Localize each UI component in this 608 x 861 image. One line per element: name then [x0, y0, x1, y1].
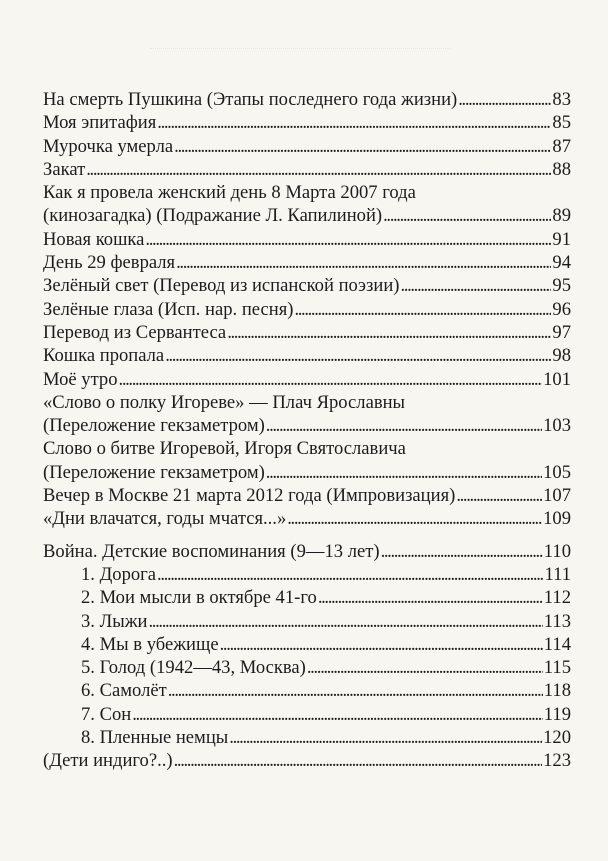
- dot-leader: [400, 274, 551, 297]
- toc-entry-title-line1: Слово о битве Игоревой, Игоря Святославича: [43, 438, 406, 460]
- dot-leader: [227, 321, 551, 344]
- dot-leader: [119, 368, 543, 391]
- toc-entry-title: Моя эпитафия: [43, 112, 157, 134]
- dot-leader: [287, 507, 542, 530]
- toc-entry: [43, 679, 571, 702]
- toc-entry-title: 5. Голод (1942—43, Москва): [81, 657, 306, 679]
- dot-leader: [149, 610, 543, 633]
- toc-entry-title: (Переложение гекзаметром): [43, 461, 265, 483]
- toc-entry: [43, 251, 571, 274]
- toc-entry: [43, 703, 571, 726]
- toc-page-number: 97: [552, 321, 571, 343]
- toc-entry-title: День 29 февраля: [43, 252, 176, 274]
- toc-page-number: 98: [552, 345, 571, 367]
- toc-page-number: 118: [543, 680, 571, 702]
- toc-entry-title: «Дни влачатся, годы мчатся...»: [43, 508, 287, 530]
- toc-entry: [43, 391, 571, 438]
- dot-leader: [157, 563, 543, 586]
- toc-entry: [43, 88, 571, 111]
- toc-page-number: 103: [543, 415, 571, 437]
- toc-page-number: 94: [552, 252, 571, 274]
- dot-leader: [174, 749, 543, 772]
- toc-entry-title: Новая кошка: [43, 228, 145, 250]
- toc-page-number: 85: [552, 112, 571, 134]
- toc-entry-title: 2. Мои мысли в октябре 41-го: [81, 587, 317, 609]
- toc-entry-title-line1: Как я провела женский день 8 Марта 2007 года: [43, 182, 416, 204]
- toc-entry-title: (Дети индиго?..): [43, 750, 173, 772]
- toc-entry-title: Кошка пропала: [43, 345, 165, 367]
- toc-entry: [43, 540, 571, 563]
- toc-entry: [43, 158, 571, 181]
- toc-page-number: 95: [552, 275, 571, 297]
- toc-entry-title: 7. Сон: [81, 703, 132, 725]
- toc-page-number: 115: [543, 657, 571, 679]
- dot-leader: [383, 204, 551, 227]
- toc-entry: [43, 298, 571, 321]
- toc-entry: [43, 726, 571, 749]
- dot-leader: [165, 344, 551, 367]
- toc-entry-title: Перевод из Сервантеса: [43, 321, 227, 343]
- toc-entry-title: Зелёный свет (Перевод из испанской поэзии): [43, 275, 400, 297]
- toc-page-number: 101: [543, 368, 571, 390]
- toc-entry-title: Моё утро: [43, 368, 118, 390]
- toc-entry-title: (кинозагадка) (Подражание Л. Капилиной): [43, 205, 383, 227]
- toc-entry: [43, 749, 571, 772]
- toc-entry-title: 6. Самолёт: [81, 680, 167, 702]
- toc-page-number: 120: [543, 727, 571, 749]
- faint-header-rule: [150, 48, 450, 49]
- dot-leader: [294, 298, 551, 321]
- toc-page-number: 107: [543, 485, 571, 507]
- toc-entry: [43, 633, 571, 656]
- toc-entry: [43, 610, 571, 633]
- dot-leader: [176, 251, 551, 274]
- toc-page-number: 109: [543, 508, 571, 530]
- toc-page-number: 91: [552, 228, 571, 250]
- toc-entry-title: Закат: [43, 158, 86, 180]
- toc-entry: [43, 181, 571, 228]
- toc-entry: [43, 484, 571, 507]
- toc-entry-title: Война. Детские воспоминания (9—13 лет): [43, 540, 380, 562]
- toc-page-number: 87: [552, 135, 571, 157]
- dot-leader: [86, 158, 551, 181]
- toc-page-number: 123: [543, 750, 571, 772]
- toc-entry: [43, 563, 571, 586]
- toc-page-number: 89: [552, 205, 571, 227]
- toc-entry-title: Зелёные глаза (Исп. нар. песня): [43, 298, 294, 320]
- dot-leader: [266, 461, 542, 484]
- dot-leader: [307, 656, 543, 679]
- toc-entry: [43, 586, 571, 609]
- toc-entry: [43, 274, 571, 297]
- table-of-contents: [43, 88, 571, 773]
- toc-entry: [43, 111, 571, 134]
- dot-leader: [174, 135, 551, 158]
- dot-leader: [381, 540, 543, 563]
- toc-entry: [43, 656, 571, 679]
- toc-entry: [43, 321, 571, 344]
- dot-leader: [456, 484, 542, 507]
- toc-entry-title: 1. Дорога: [81, 563, 157, 585]
- dot-leader: [157, 111, 551, 134]
- toc-page-number: 96: [552, 298, 571, 320]
- dot-leader: [145, 228, 551, 251]
- toc-page-number: 119: [543, 703, 571, 725]
- dot-leader: [458, 88, 551, 111]
- toc-page-number: 110: [543, 540, 571, 562]
- toc-entry: [43, 368, 571, 391]
- toc-entry: [43, 135, 571, 158]
- toc-entry-title: Мурочка умерла: [43, 135, 174, 157]
- toc-entry: [43, 228, 571, 251]
- toc-page-number: 112: [543, 587, 571, 609]
- toc-entry-title: 4. Мы в убежище: [81, 633, 219, 655]
- dot-leader: [266, 414, 542, 437]
- toc-entry: [43, 437, 571, 484]
- dot-leader: [168, 679, 543, 702]
- toc-page-number: 111: [544, 563, 571, 585]
- toc-entry-title: Вечер в Москве 21 марта 2012 года (Импровизация): [43, 485, 456, 507]
- dot-leader: [318, 586, 543, 609]
- toc-entry-title: (Переложение гекзаметром): [43, 415, 265, 437]
- toc-entry-title: 3. Лыжи: [81, 610, 148, 632]
- toc-page-number: 83: [552, 89, 571, 110]
- dot-leader: [220, 633, 543, 656]
- toc-page-number: 88: [552, 158, 571, 180]
- toc-entry: [43, 507, 571, 530]
- dot-leader: [229, 726, 542, 749]
- toc-entry: [43, 344, 571, 367]
- toc-entry-title-line1: «Слово о полку Игореве» — Плач Ярославны: [43, 391, 406, 413]
- toc-page-number: 105: [543, 461, 571, 483]
- dot-leader: [132, 703, 543, 726]
- toc-page-number: 114: [543, 633, 571, 655]
- toc-entry-title: 8. Пленные немцы: [81, 727, 229, 749]
- toc-entry-title: На смерть Пушкина (Этапы последнего года жизни): [43, 89, 458, 110]
- toc-page-number: 113: [543, 610, 571, 632]
